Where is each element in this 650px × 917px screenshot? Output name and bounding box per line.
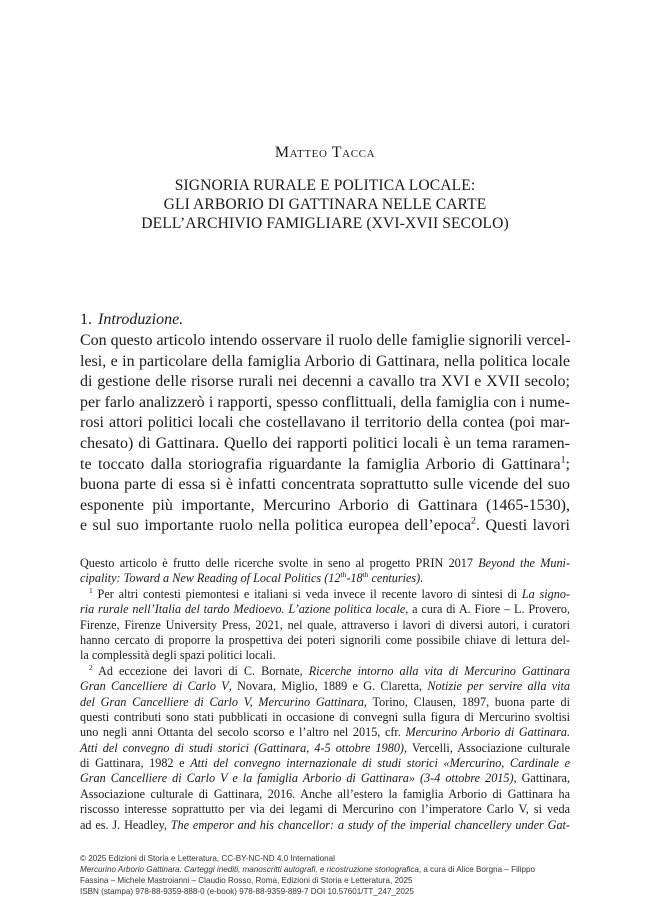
copyright-line: © 2025 Edizioni di Storia e Letteratura, CC-BY-NC-ND 4.0 International — [80, 854, 335, 863]
note-line: questi contributi sono stati pubblicati in occasione di convegni sulla figura di Mercurino svoltisi — [80, 709, 570, 724]
body-line: esponente più importante, Mercurino Arborio di Gattinara (1465-1530), — [80, 496, 570, 514]
book-editors: Fassina – Michele Mastroianni – Claudio Rosso, Roma, Edizioni di Storia e Letteratura, 2025 — [80, 876, 413, 885]
body-line: te toccato dalla storiografia riguardante la famiglia Arborio di Gattinara$^1$; — [80, 454, 570, 473]
note-line: ria rurale nell’Italia del tardo Medioevo. L’azione politica locale, a cura di A. Fiore – L. Provero, — [80, 602, 570, 617]
footnote-1: $^1$ Per altri contesti piemontesi e italiani si veda invece il recente lavoro di sintesi di La signo- — [89, 585, 571, 601]
note-line: riscosso interesse soprattutto per via dei legami di Mercurino con l’imperatore Carlo V, si veda — [80, 802, 570, 817]
body-line: lesi, e in particolare della famiglia Arborio di Gattinara, nella politica locale — [80, 352, 570, 370]
note-line: la complessità degli spazi politici locali. — [80, 648, 276, 663]
footnote-ref-1[interactable]: 1 — [560, 454, 566, 466]
note-line: Gran Cancelliere di Carlo V e la famiglia Arborio di Gattinara» (3-4 ottobre 2015), Gattinara, — [80, 771, 570, 786]
book-citation: Mercurino Arborio Gattinara. Carteggi inediti, manoscritti autografi, e ricostruzione storiografica, a cura di Alice Borgna – Filippo — [80, 865, 535, 874]
section-title: Introduzione. — [98, 311, 184, 328]
note-line: Firenze, Firenze University Press, 2021, nel quale, attraverso i lavori di diversi autori, i curatori — [80, 617, 570, 632]
note-line: Questo articolo è frutto delle ricerche svolte in seno al progetto PRIN 2017 Beyond the Muni- — [80, 556, 571, 570]
page-footer — [80, 853, 580, 897]
title-line: SIGNORIA RURALE E POLITICA LOCALE: — [174, 177, 476, 194]
body-line: di gestione delle risorse rurali nei decenni a cavallo tra XVI e XVII secolo; — [80, 373, 570, 391]
note-line: cipality: Toward a New Reading of Local Politics (12th-18th centuries). — [80, 570, 424, 586]
section-number: 1. — [80, 311, 92, 328]
body-line: rosi attori politici locali che costellavano il territorio della contea (poi mar- — [80, 414, 570, 432]
note-line: ad es. J. Headley, The emperor and his chancellor: a study of the imperial chancellery under Gat- — [80, 817, 570, 832]
body-line: chesato) di Gattinara. Quello dei rapporti politici locali è un tema raramen- — [80, 434, 570, 452]
footnote-2: $^2$ Ad eccezione dei lavori di C. Bornate, Ricerche intorno alla vita di Mercurino Gattinara — [89, 662, 570, 678]
body-line: per farlo analizzerò i rapporti, spesso conflittuali, della famiglia con i nume- — [80, 393, 570, 411]
note-line: del Gran Cancelliere di Carlo V, Mercurino Gattinara, Torino, Clausen, 1897, buona parte di — [80, 694, 571, 709]
section-heading — [80, 311, 183, 329]
note-line: di Gattinara, 1982 e Atti del convegno internazionale di studi storici «Mercurino, Cardinale e — [80, 756, 570, 771]
note-line: Atti del convegno di studi storici (Gattinara, 4-5 ottobre 1980), Vercelli, Associazione culturale — [80, 740, 570, 755]
isbn-line: ISBN (stampa) 978-88-9359-888-0 (e-book) 978-88-9359-889-7 DOI 10.57601/TT_247_2025 — [80, 887, 414, 896]
body-line: buona parte di essa si è infatti concentrata soprattutto sulle vicende del suo — [80, 476, 570, 494]
title-line: DELL’ARCHIVIO FAMIGLIARE (XVI-XVII SECOLO) — [141, 215, 509, 232]
note-line: Gran Cancelliere di Carlo V, Novara, Miglio, 1889 e G. Claretta, Notizie per servire alla vita — [80, 679, 570, 694]
footnote-ref-2[interactable]: 2 — [471, 516, 476, 528]
title-line: GLI ARBORIO DI GATTINARA NELLE CARTE — [163, 196, 487, 213]
body-text — [80, 331, 570, 537]
note-line: hanno cercato di proporre la prospettiva dei poteri signorili come possibile chiave di lettura del- — [80, 632, 570, 647]
note-line: Associazione culturale di Gattinara, 2016. Anche all’estero la famiglia Arborio di Gattinara ha — [80, 786, 570, 801]
body-line: Con questo articolo intendo osservare il ruolo delle famiglie signorili vercel- — [80, 332, 571, 349]
note-line: uno negli anni Ottanta del secolo scorso e l’altro nel 2015, cfr. Mercurino Arborio di Gattinara. — [80, 725, 570, 740]
footnote-number: 1 — [89, 585, 93, 595]
footnote-number: 2 — [89, 662, 93, 672]
body-line: e sul suo importante ruolo nella politica europea dell’epoca$^2$. Questi lavori — [80, 516, 570, 535]
footnotes — [80, 556, 570, 833]
article-author: Matteo Tacca — [274, 144, 376, 161]
article-title — [80, 176, 570, 233]
